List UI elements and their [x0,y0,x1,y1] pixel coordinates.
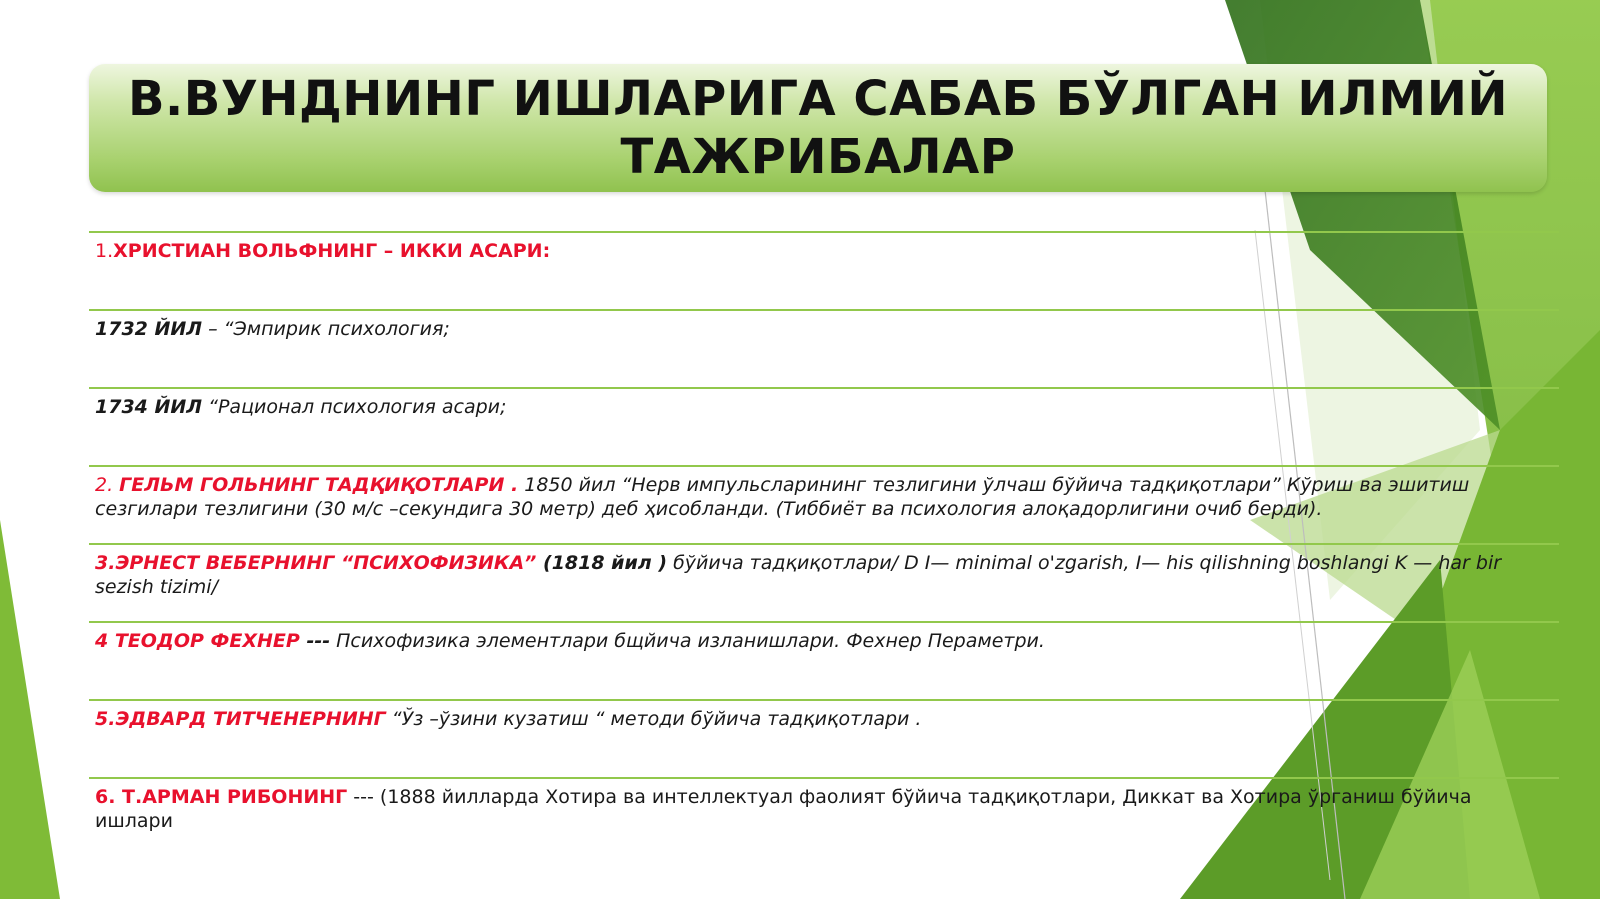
item-year: 1732 ЙИЛ [95,318,203,340]
item-heading: 3.ЭРНЕСТ ВЕБЕРНИНГ “ПСИХОФИЗИКА” [95,552,537,574]
list-item [89,231,1559,309]
item-heading: 6. Т.АРМАН РИБОНИНГ [95,786,348,808]
item-heading: 5.ЭДВАРД ТИТЧЕНЕРНИНГ [95,708,386,730]
item-number: 2. [95,474,120,496]
item-text: бўйича тадқиқотлари/ D I— minimal o'zgarish, I— his qilishning boshlangi K — har bir sezish tizimi/ [95,552,1502,598]
list-item [89,387,1559,465]
slide-title [128,70,1508,186]
item-heading: ГЕЛЬМ ГОЛЬНИНГ ТАДҚИҚОТЛАРИ . [119,474,519,496]
item-text: --- (1888 йилларда Хотира ва интеллектуал фаолият бўйича тадқиқотлари, Диккат ва Хотира ўрганиш бўйича ишлари [95,786,1472,832]
list-item [89,699,1559,777]
item-heading: ХРИСТИАН ВОЛЬФНИНГ – ИККИ АСАРИ: [113,240,551,262]
list-item [89,543,1559,621]
item-text: Психофизика элементлари бщйича изланишлари. Фехнер Пераметри. [330,630,1045,652]
item-heading: 4 ТЕОДОР ФЕХНЕР [95,630,300,652]
item-dashes: --- [299,630,331,652]
list-item [89,309,1559,387]
list-item [89,777,1559,855]
list-item [89,465,1559,543]
item-year: 1734 ЙИЛ [95,396,203,418]
title-line-2: ТАЖРИБАЛАР [620,129,1016,185]
item-year: (1818 йил ) [536,552,668,574]
title-banner [89,64,1547,192]
item-text: – “Эмпирик психология; [202,318,450,340]
list-item [89,621,1559,699]
title-line-1: В.ВУНДНИНГ ИШЛАРИГА САБАБ БЎЛГАН ИЛМИЙ [127,71,1509,127]
item-number: 1. [95,240,114,262]
item-text: 1850 йил “Нерв импульсларининг тезлигини ўлчаш бўйича тадқиқотлари” Кўриш ва эшитиш сезгилари тезлигини (30 м/с –секундига 30 метр) деб ҳисобланди. (Тиббиёт ва психология алоқадорлигини очиб берди). [95,474,1470,520]
item-text: “Ўз –ўзини кузатиш “ методи бўйича тадқиқотлари . [385,708,922,730]
item-text: “Рационал психология асари; [202,396,507,418]
experiments-list [89,231,1559,855]
